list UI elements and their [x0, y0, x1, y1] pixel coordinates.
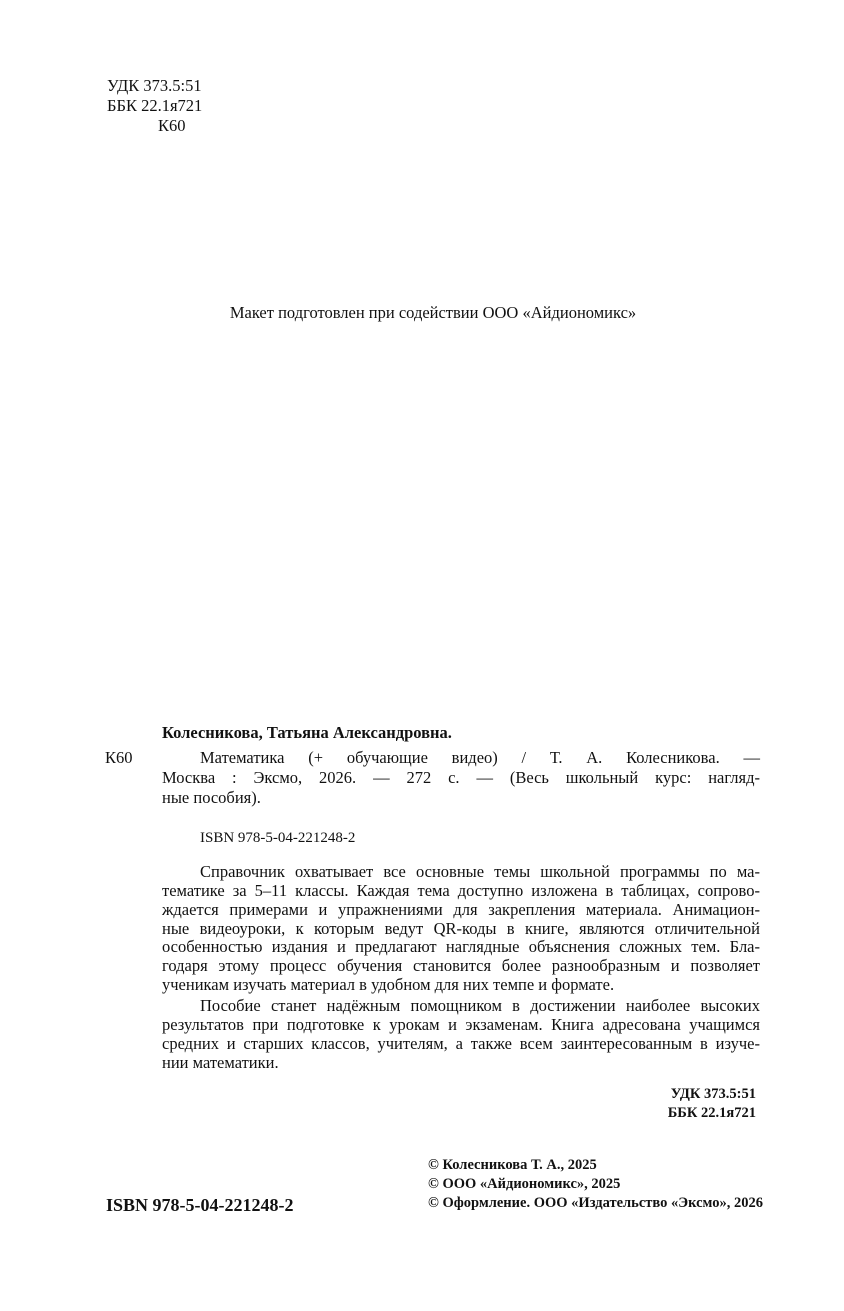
annotation-line: годаря этому процесс обучения становится более разнообразным и позволяет: [162, 956, 760, 975]
udk-code-top: УДК 373.5:51: [107, 76, 202, 95]
annotation-line: особенностью издания и предлагают наглядные объяснения сложных тем. Бла-: [162, 937, 760, 956]
copyright-line: © Оформление. ООО «Издательство «Эксмо», 2026: [428, 1195, 763, 1211]
bbk-code-card: ББК 22.1я721: [667, 1105, 756, 1121]
annotation-line: результатов при подготовке к урокам и экзаменам. Книга адресована учащимся: [162, 1015, 760, 1034]
annotation-line: ные видеоуроки, к которым ведут QR-коды в книге, являются отличительной: [162, 919, 760, 938]
author-mark: К60: [105, 748, 133, 767]
annotation-line: ученикам изучать материал в удобном для них темпе и формате.: [162, 975, 615, 994]
annotation-line: ждается примерами и упражнениями для закрепления материала. Анимацион-: [162, 900, 760, 919]
author-heading: Колесникова, Татьяна Александровна.: [162, 723, 452, 742]
annotation-line: средних и старших классов, учителям, а также всем заинтересованным в изуче-: [162, 1034, 760, 1053]
isbn-bottom: ISBN 978-5-04-221248-2: [106, 1195, 294, 1215]
author-mark-top: К60: [158, 116, 186, 135]
copyright-line: © Колесникова Т. А., 2025: [428, 1157, 597, 1173]
isbn: ISBN 978-5-04-221248-2: [200, 830, 356, 846]
layout-credit: Макет подготовлен при содействии ООО «Айдиономикс»: [229, 303, 637, 322]
copyright-line: © ООО «Айдиономикс», 2025: [428, 1176, 621, 1192]
description-line: Москва : Эксмо, 2026. — 272 с. — (Весь школьный курс: нагляд-: [162, 768, 760, 787]
description-line: ные пособия).: [162, 788, 261, 807]
bbk-code-top: ББК 22.1я721: [107, 96, 203, 115]
description-line: Математика (+ обучающие видео) / Т. А. Колесникова. —: [200, 748, 760, 767]
annotation-line: тематике за 5–11 классы. Каждая тема доступно изложена в таблицах, сопрово-: [162, 881, 760, 900]
annotation-line: нии математики.: [162, 1053, 279, 1072]
annotation-line: Справочник охватывает все основные темы школьной программы по ма-: [200, 862, 760, 881]
annotation-line: Пособие станет надёжным помощником в достижении наиболее высоких: [200, 996, 760, 1015]
udk-code-card: УДК 373.5:51: [670, 1086, 756, 1102]
